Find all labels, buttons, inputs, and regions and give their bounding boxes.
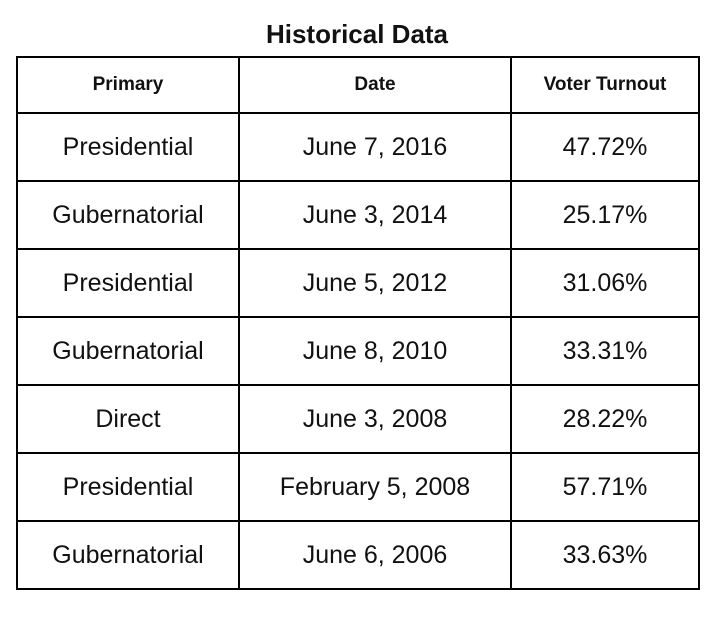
date-cell: June 3, 2008: [239, 385, 511, 453]
date-cell: June 3, 2014: [239, 181, 511, 249]
primary-cell: Gubernatorial: [17, 521, 239, 589]
table-row: [17, 113, 699, 181]
table-row: [17, 317, 699, 385]
date-cell: June 8, 2010: [239, 317, 511, 385]
date-cell: February 5, 2008: [239, 453, 511, 521]
turnout-cell: 33.31%: [511, 317, 699, 385]
turnout-cell: 33.63%: [511, 521, 699, 589]
primary-cell: Presidential: [17, 249, 239, 317]
primary-cell: Direct: [17, 385, 239, 453]
turnout-cell: 31.06%: [511, 249, 699, 317]
turnout-cell: 47.72%: [511, 113, 699, 181]
primary-cell: Gubernatorial: [17, 317, 239, 385]
table-title: Historical Data: [265, 19, 449, 49]
header-row: [17, 57, 699, 113]
column-header-date: Date: [239, 57, 511, 113]
date-cell: June 6, 2006: [239, 521, 511, 589]
column-header-voter-turnout: Voter Turnout: [511, 57, 699, 113]
table-row: [17, 181, 699, 249]
table-row: [17, 521, 699, 589]
primary-cell: Presidential: [17, 453, 239, 521]
primary-cell: Gubernatorial: [17, 181, 239, 249]
turnout-cell: 57.71%: [511, 453, 699, 521]
column-header-primary: Primary: [17, 57, 239, 113]
turnout-cell: 28.22%: [511, 385, 699, 453]
table-row: [17, 453, 699, 521]
table-row: [17, 249, 699, 317]
table-row: [17, 385, 699, 453]
historical-data-table: [16, 56, 700, 590]
primary-cell: Presidential: [17, 113, 239, 181]
date-cell: June 7, 2016: [239, 113, 511, 181]
turnout-cell: 25.17%: [511, 181, 699, 249]
date-cell: June 5, 2012: [239, 249, 511, 317]
